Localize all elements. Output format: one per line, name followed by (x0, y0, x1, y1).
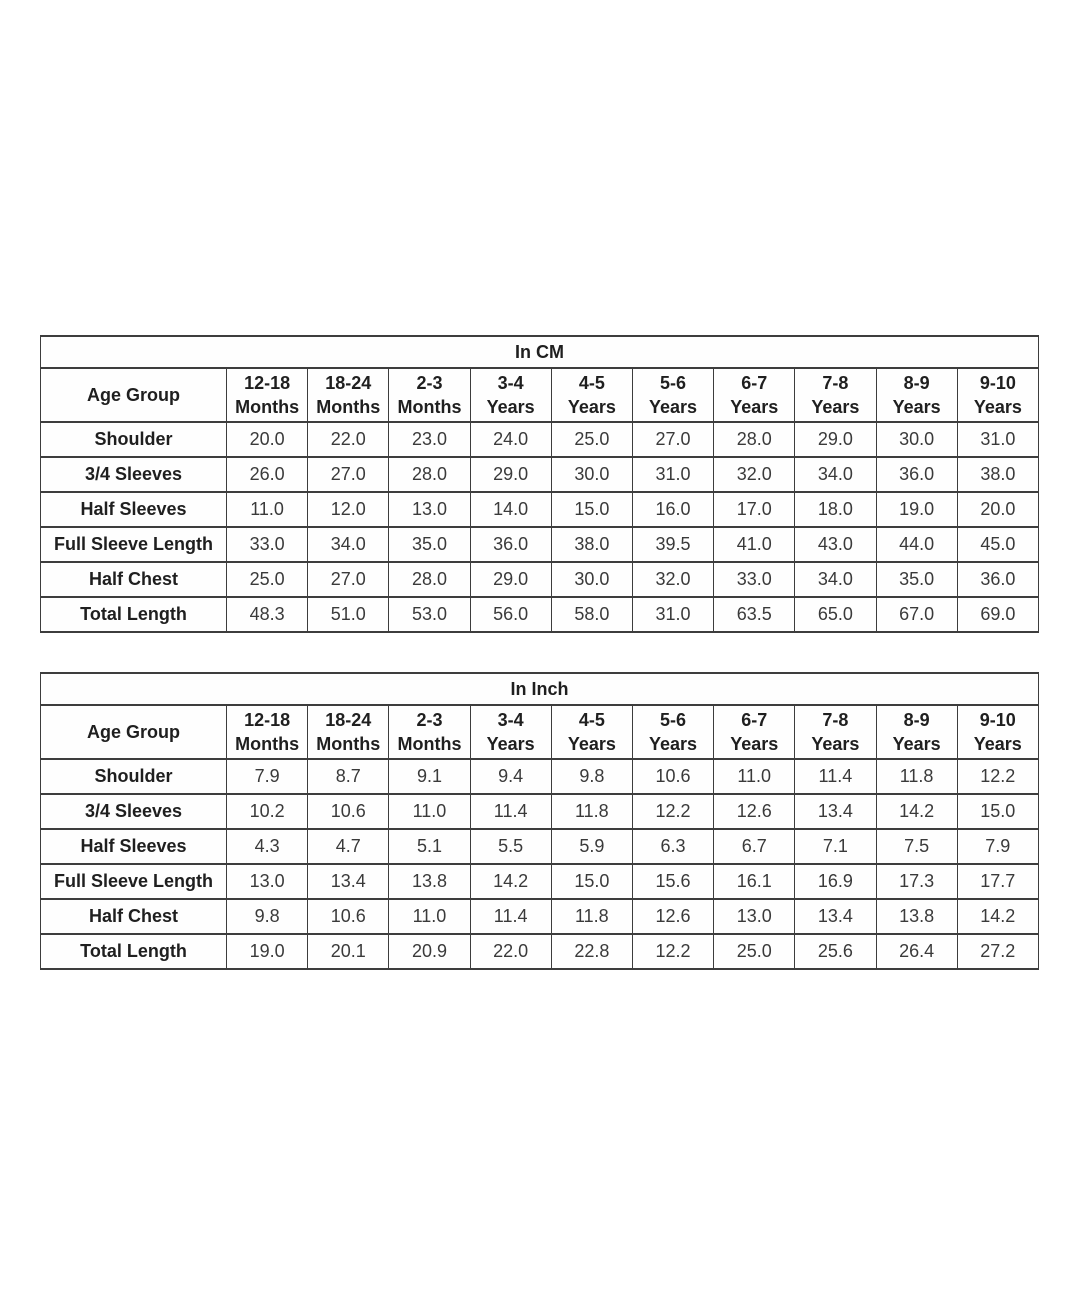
measurement-value: 23.0 (389, 422, 470, 457)
measurement-value: 18.0 (795, 492, 876, 527)
measurement-value: 12.2 (957, 759, 1038, 794)
measurement-value: 14.2 (470, 864, 551, 899)
measurement-value: 34.0 (795, 457, 876, 492)
measurement-value: 10.6 (308, 794, 389, 829)
measurement-value: 39.5 (632, 527, 713, 562)
measurement-value: 15.6 (632, 864, 713, 899)
column-header-row (41, 705, 1039, 759)
age-column-header: 5-6 Years (632, 368, 713, 422)
measurement-value: 11.0 (227, 492, 308, 527)
measurement-value: 15.0 (551, 492, 632, 527)
measurement-label: Total Length (41, 934, 227, 969)
measurement-value: 7.1 (795, 829, 876, 864)
measurement-value: 27.0 (632, 422, 713, 457)
measurement-value: 15.0 (551, 864, 632, 899)
measurement-row (41, 562, 1039, 597)
age-column-header: 4-5 Years (551, 368, 632, 422)
measurement-value: 43.0 (795, 527, 876, 562)
table-title-row (41, 336, 1039, 368)
measurement-value: 11.4 (470, 794, 551, 829)
measurement-value: 31.0 (632, 597, 713, 632)
size-chart-inch-table (40, 672, 1039, 970)
age-column-header: 6-7 Years (714, 705, 795, 759)
measurement-value: 9.8 (551, 759, 632, 794)
measurement-value: 13.0 (227, 864, 308, 899)
measurement-value: 9.4 (470, 759, 551, 794)
table-title-row (41, 673, 1039, 705)
measurement-value: 35.0 (876, 562, 957, 597)
measurement-value: 33.0 (227, 527, 308, 562)
measurement-value: 63.5 (714, 597, 795, 632)
measurement-value: 22.8 (551, 934, 632, 969)
measurement-value: 11.8 (551, 794, 632, 829)
measurement-value: 12.2 (632, 794, 713, 829)
measurement-value: 14.0 (470, 492, 551, 527)
measurement-value: 32.0 (714, 457, 795, 492)
measurement-value: 12.2 (632, 934, 713, 969)
age-column-header: 8-9 Years (876, 368, 957, 422)
measurement-value: 67.0 (876, 597, 957, 632)
measurement-label: Shoulder (41, 422, 227, 457)
measurement-value: 9.1 (389, 759, 470, 794)
measurement-value: 13.4 (795, 794, 876, 829)
measurement-value: 25.6 (795, 934, 876, 969)
measurement-value: 19.0 (227, 934, 308, 969)
measurement-value: 29.0 (470, 562, 551, 597)
measurement-value: 25.0 (227, 562, 308, 597)
measurement-value: 25.0 (714, 934, 795, 969)
measurement-value: 19.0 (876, 492, 957, 527)
measurement-value: 36.0 (470, 527, 551, 562)
measurement-value: 53.0 (389, 597, 470, 632)
measurement-value: 17.3 (876, 864, 957, 899)
measurement-value: 7.5 (876, 829, 957, 864)
measurement-value: 38.0 (551, 527, 632, 562)
measurement-value: 36.0 (876, 457, 957, 492)
measurement-value: 28.0 (389, 562, 470, 597)
measurement-value: 35.0 (389, 527, 470, 562)
measurement-label: 3/4 Sleeves (41, 794, 227, 829)
measurement-value: 29.0 (470, 457, 551, 492)
age-column-header: 9-10 Years (957, 368, 1038, 422)
measurement-value: 22.0 (308, 422, 389, 457)
measurement-value: 33.0 (714, 562, 795, 597)
measurement-value: 38.0 (957, 457, 1038, 492)
measurement-value: 11.0 (389, 899, 470, 934)
measurement-value: 17.0 (714, 492, 795, 527)
measurement-value: 30.0 (551, 562, 632, 597)
measurement-value: 16.9 (795, 864, 876, 899)
measurement-value: 13.0 (714, 899, 795, 934)
measurement-value: 48.3 (227, 597, 308, 632)
measurement-value: 13.8 (876, 899, 957, 934)
measurement-value: 20.0 (957, 492, 1038, 527)
measurement-value: 11.4 (795, 759, 876, 794)
measurement-value: 5.9 (551, 829, 632, 864)
age-column-header: 7-8 Years (795, 705, 876, 759)
age-column-header: 12-18 Months (227, 705, 308, 759)
measurement-value: 14.2 (876, 794, 957, 829)
measurement-value: 27.0 (308, 562, 389, 597)
measurement-value: 30.0 (876, 422, 957, 457)
table-title: In CM (41, 336, 1039, 368)
age-column-header: 8-9 Years (876, 705, 957, 759)
age-column-header: 2-3 Months (389, 368, 470, 422)
measurement-label: Full Sleeve Length (41, 864, 227, 899)
measurement-row (41, 527, 1039, 562)
measurement-value: 14.2 (957, 899, 1038, 934)
measurement-value: 24.0 (470, 422, 551, 457)
measurement-value: 12.6 (714, 794, 795, 829)
measurement-value: 22.0 (470, 934, 551, 969)
measurement-label: Shoulder (41, 759, 227, 794)
measurement-value: 10.6 (632, 759, 713, 794)
measurement-row (41, 864, 1039, 899)
measurement-value: 20.0 (227, 422, 308, 457)
measurement-label: Half Sleeves (41, 829, 227, 864)
age-group-header: Age Group (41, 705, 227, 759)
age-column-header: 18-24 Months (308, 368, 389, 422)
measurement-value: 30.0 (551, 457, 632, 492)
measurement-value: 26.4 (876, 934, 957, 969)
age-column-header: 5-6 Years (632, 705, 713, 759)
measurement-value: 16.1 (714, 864, 795, 899)
measurement-label: Half Sleeves (41, 492, 227, 527)
measurement-value: 15.0 (957, 794, 1038, 829)
measurement-value: 6.3 (632, 829, 713, 864)
measurement-value: 5.5 (470, 829, 551, 864)
measurement-value: 25.0 (551, 422, 632, 457)
measurement-value: 27.2 (957, 934, 1038, 969)
age-column-header: 6-7 Years (714, 368, 795, 422)
measurement-value: 12.6 (632, 899, 713, 934)
measurement-value: 58.0 (551, 597, 632, 632)
size-chart-cm-table (40, 335, 1039, 633)
measurement-value: 8.7 (308, 759, 389, 794)
measurement-value: 34.0 (795, 562, 876, 597)
measurement-label: Half Chest (41, 562, 227, 597)
age-column-header: 9-10 Years (957, 705, 1038, 759)
measurement-value: 41.0 (714, 527, 795, 562)
measurement-value: 10.6 (308, 899, 389, 934)
measurement-value: 11.0 (389, 794, 470, 829)
age-column-header: 2-3 Months (389, 705, 470, 759)
measurement-value: 7.9 (957, 829, 1038, 864)
measurement-value: 16.0 (632, 492, 713, 527)
measurement-value: 13.4 (795, 899, 876, 934)
measurement-row (41, 492, 1039, 527)
age-column-header: 4-5 Years (551, 705, 632, 759)
measurement-row (41, 794, 1039, 829)
measurement-row (41, 899, 1039, 934)
measurement-value: 17.7 (957, 864, 1038, 899)
measurement-label: Half Chest (41, 899, 227, 934)
measurement-value: 7.9 (227, 759, 308, 794)
measurement-value: 4.3 (227, 829, 308, 864)
measurement-value: 34.0 (308, 527, 389, 562)
measurement-row (41, 457, 1039, 492)
measurement-value: 13.4 (308, 864, 389, 899)
measurement-row (41, 934, 1039, 969)
measurement-value: 13.8 (389, 864, 470, 899)
age-column-header: 3-4 Years (470, 705, 551, 759)
measurement-value: 11.4 (470, 899, 551, 934)
measurement-value: 27.0 (308, 457, 389, 492)
measurement-value: 65.0 (795, 597, 876, 632)
measurement-value: 5.1 (389, 829, 470, 864)
measurement-value: 9.8 (227, 899, 308, 934)
measurement-value: 11.8 (551, 899, 632, 934)
age-column-header: 3-4 Years (470, 368, 551, 422)
measurement-value: 28.0 (389, 457, 470, 492)
measurement-value: 10.2 (227, 794, 308, 829)
measurement-label: 3/4 Sleeves (41, 457, 227, 492)
column-header-row (41, 368, 1039, 422)
measurement-value: 12.0 (308, 492, 389, 527)
measurement-value: 11.8 (876, 759, 957, 794)
measurement-value: 56.0 (470, 597, 551, 632)
measurement-value: 20.1 (308, 934, 389, 969)
measurement-value: 13.0 (389, 492, 470, 527)
measurement-value: 11.0 (714, 759, 795, 794)
age-column-header: 18-24 Months (308, 705, 389, 759)
measurement-value: 28.0 (714, 422, 795, 457)
age-column-header: 7-8 Years (795, 368, 876, 422)
table-title: In Inch (41, 673, 1039, 705)
measurement-value: 4.7 (308, 829, 389, 864)
age-column-header: 12-18 Months (227, 368, 308, 422)
measurement-value: 51.0 (308, 597, 389, 632)
measurement-value: 26.0 (227, 457, 308, 492)
measurement-value: 44.0 (876, 527, 957, 562)
measurement-value: 6.7 (714, 829, 795, 864)
measurement-label: Total Length (41, 597, 227, 632)
measurement-row (41, 597, 1039, 632)
measurement-value: 31.0 (957, 422, 1038, 457)
measurement-row (41, 422, 1039, 457)
measurement-label: Full Sleeve Length (41, 527, 227, 562)
measurement-value: 31.0 (632, 457, 713, 492)
age-group-header: Age Group (41, 368, 227, 422)
measurement-value: 69.0 (957, 597, 1038, 632)
measurement-value: 32.0 (632, 562, 713, 597)
measurement-row (41, 829, 1039, 864)
measurement-value: 36.0 (957, 562, 1038, 597)
measurement-value: 20.9 (389, 934, 470, 969)
measurement-value: 45.0 (957, 527, 1038, 562)
measurement-value: 29.0 (795, 422, 876, 457)
measurement-row (41, 759, 1039, 794)
